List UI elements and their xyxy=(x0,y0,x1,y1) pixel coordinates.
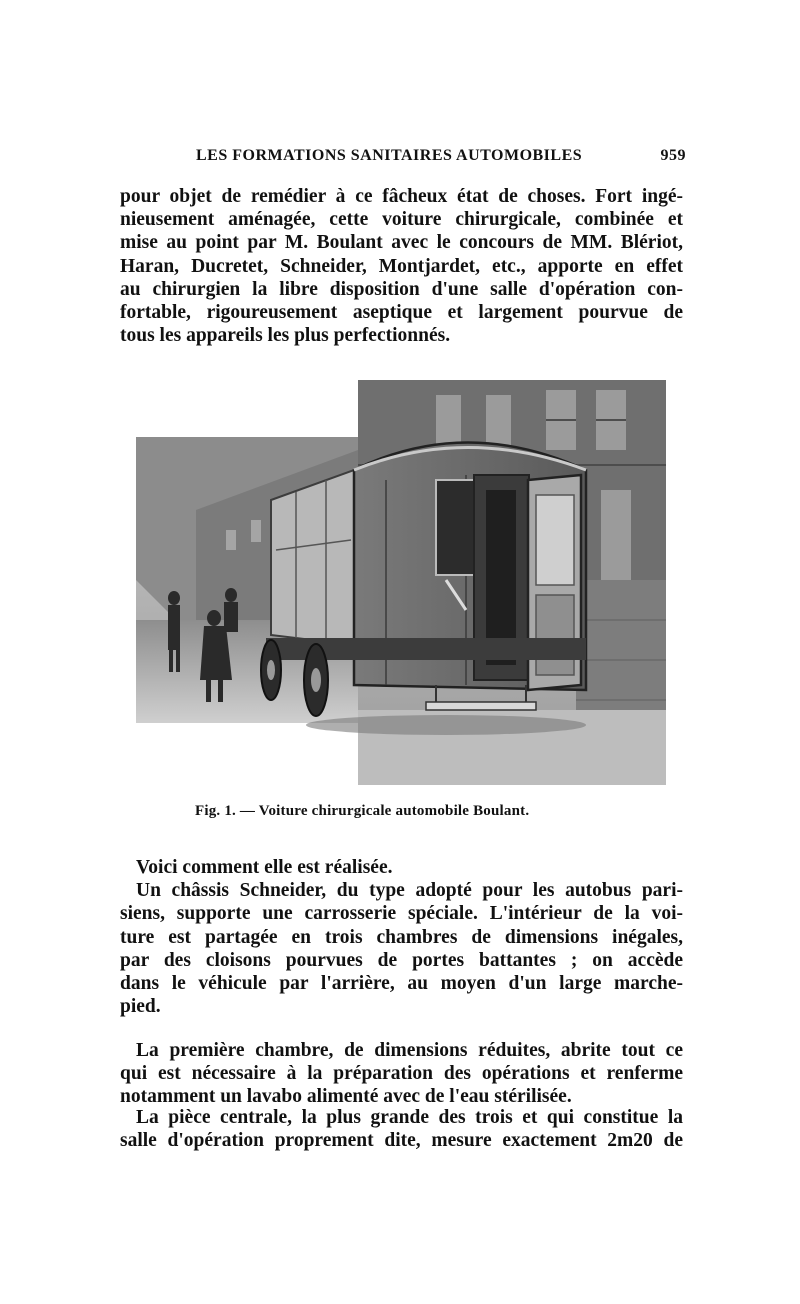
figure-caption: Fig. 1. — Voiture chirurgicale automobile Boulant. xyxy=(195,803,530,819)
text-line: notamment un lavabo alimenté avec de l'eau stérilisée. xyxy=(120,1086,572,1108)
running-title: LES FORMATIONS SANITAIRES AUTOMOBILES xyxy=(196,147,583,164)
figure-photograph xyxy=(136,380,666,785)
text-line: par des cloisons pourvues de portes battantes ; on accède xyxy=(120,949,683,971)
text-line: qui est nécessaire à la préparation des opérations et renferme xyxy=(120,1063,683,1085)
text-line: La pièce centrale, la plus grande des trois et qui constitue la xyxy=(136,1107,683,1128)
text-line: La première chambre, de dimensions réduites, abrite tout ce xyxy=(136,1040,683,1061)
text-line: tous les appareils les plus perfectionnés. xyxy=(120,325,451,347)
text-line: salle d'opération proprement dite, mesure exactement 2m20 de xyxy=(120,1130,683,1152)
text-line: Voici comment elle est réalisée. xyxy=(136,857,393,878)
text-line: mise au point par M. Boulant avec le concours de MM. Blériot, xyxy=(120,232,683,254)
text-line: dans le véhicule par l'arrière, au moyen d'un large marche- xyxy=(120,973,683,995)
running-head xyxy=(196,147,686,165)
page-number: 959 xyxy=(660,147,686,164)
paragraph-2 xyxy=(120,856,683,1018)
paragraph-4 xyxy=(120,1106,683,1152)
text-line: ture est partagée en trois chambres de dimensions inégales, xyxy=(120,926,683,948)
text-line: fortable, rigoureusement aseptique et largement pourvue de xyxy=(120,302,683,324)
text-line: pour objet de remédier à ce fâcheux état de choses. Fort ingé- xyxy=(120,186,683,207)
text-line: Un châssis Schneider, du type adopté pour les autobus pari- xyxy=(136,880,683,902)
paragraph-1 xyxy=(120,185,683,347)
text-line: Haran, Ducretet, Schneider, Montjardet, etc., apporte en effet xyxy=(120,255,683,277)
text-line: au chirurgien la libre disposition d'une salle d'opération con- xyxy=(120,278,683,300)
text-line: nieusement aménagée, cette voiture chirurgicale, combinée et xyxy=(120,209,683,231)
paragraph-3 xyxy=(120,1039,683,1109)
text-line: pied. xyxy=(120,996,161,1018)
surgical-vehicle-photo xyxy=(136,380,666,785)
text-line: siens, supporte une carrosserie spéciale. L'intérieur de la voi- xyxy=(120,903,683,925)
